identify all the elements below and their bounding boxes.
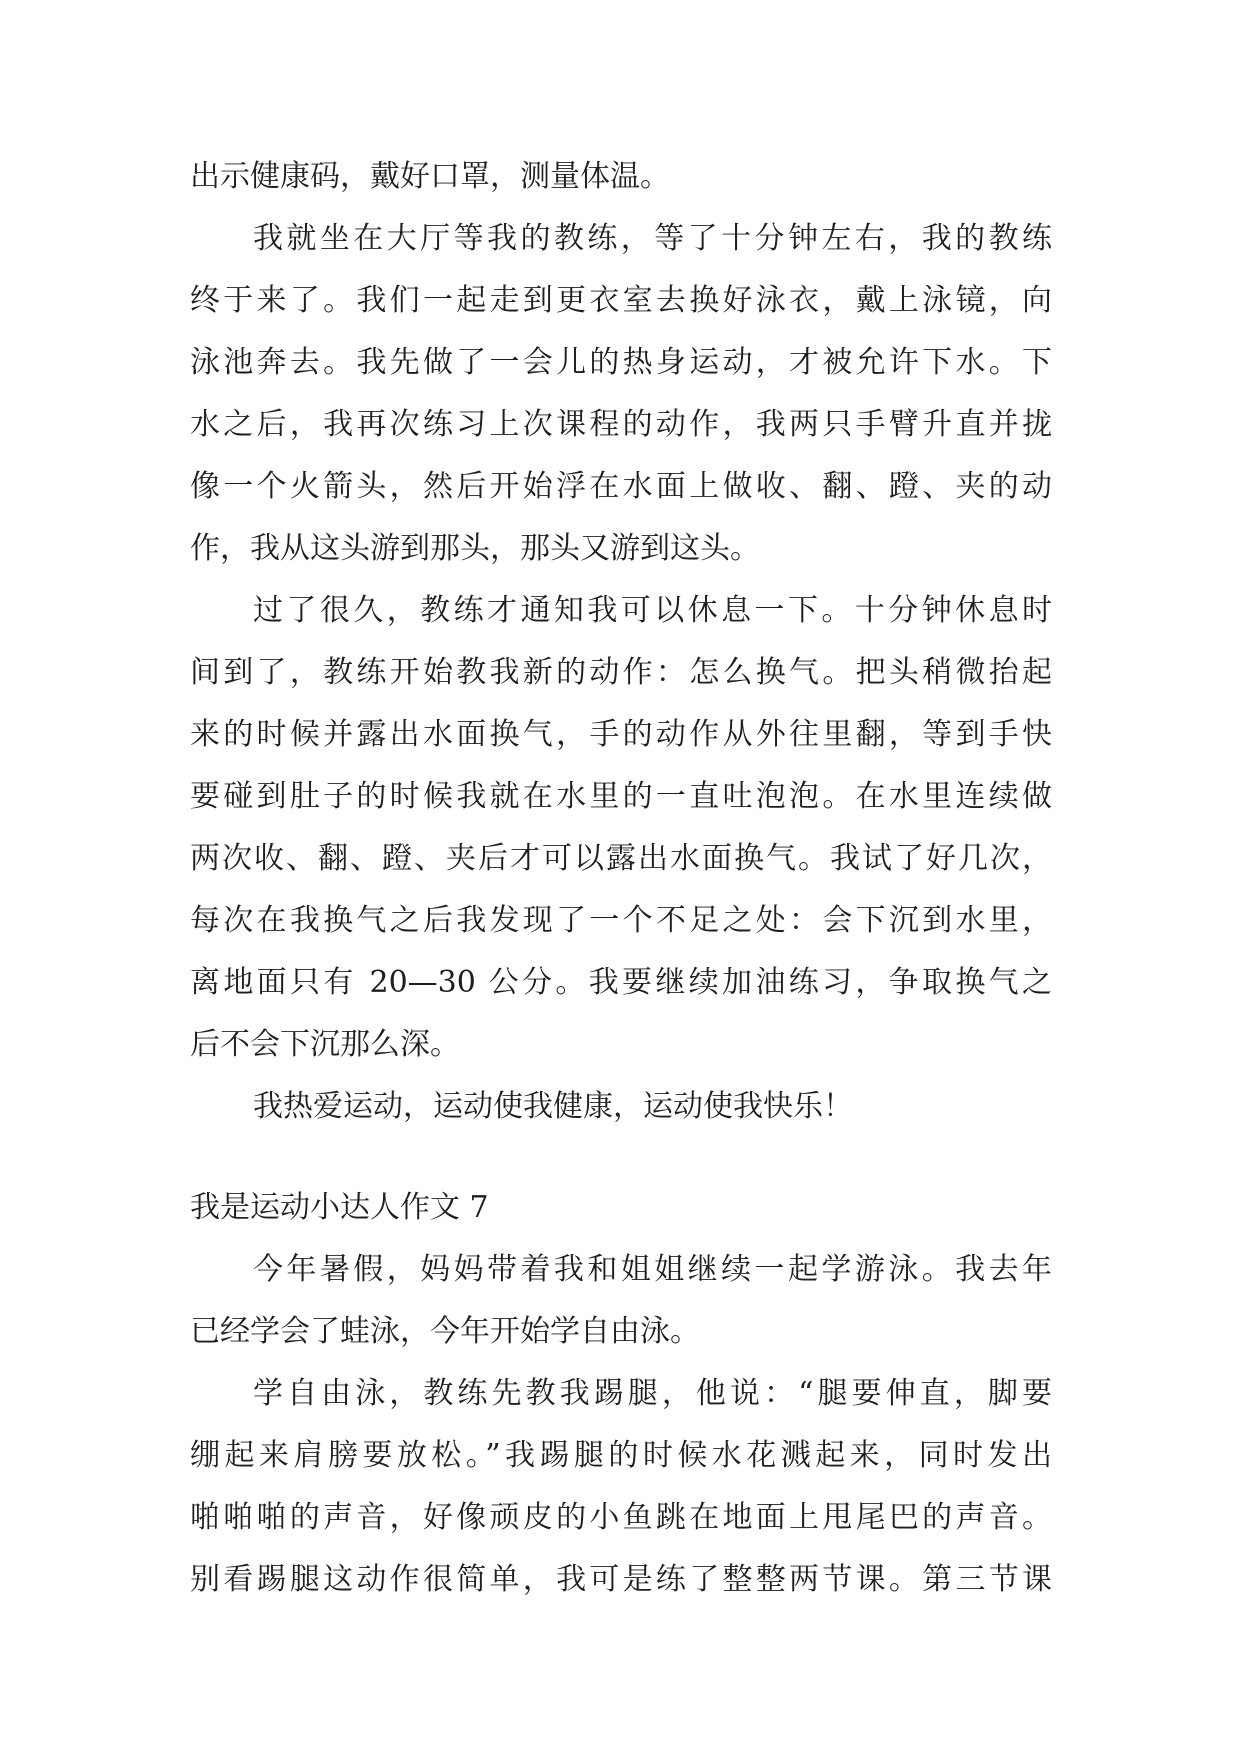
text-line: 后不会下沉那么深。 bbox=[190, 1027, 460, 1062]
text-line: 别看踢腿这动作很简单，我可是练了整整两节课。第三节课 bbox=[190, 1562, 1052, 1597]
text-line: 终于来了。我们一起走到更衣室去换好泳衣，戴上泳镜，向 bbox=[190, 283, 1052, 318]
text-line: 我就坐在大厅等我的教练，等了十分钟左右，我的教练 bbox=[253, 221, 1052, 256]
text-line: 我热爱运动，运动使我健康，运动使我快乐！ bbox=[253, 1089, 853, 1124]
text-line: 已经学会了蛙泳，今年开始学自由泳。 bbox=[190, 1314, 700, 1349]
section-title: 我是运动小达人作文 7 bbox=[190, 1190, 489, 1225]
text-line: 泳池奔去。我先做了一会儿的热身运动，才被允许下水。下 bbox=[190, 345, 1052, 380]
text-line: 间到了，教练开始教我新的动作：怎么换气。把头稍微抬起 bbox=[190, 655, 1052, 690]
text-line: 水之后，我再次练习上次课程的动作，我两只手臂升直并拢 bbox=[190, 407, 1052, 442]
text-line: 啪啪啪的声音，好像顽皮的小鱼跳在地面上甩尾巴的声音。 bbox=[190, 1500, 1052, 1535]
text-line: 要碰到肚子的时候我就在水里的一直吐泡泡。在水里连续做 bbox=[190, 779, 1052, 814]
text-line: 作，我从这头游到那头，那头又游到这头。 bbox=[190, 531, 760, 566]
text-line: 每次在我换气之后我发现了一个不足之处：会下沉到水里， bbox=[190, 903, 1052, 938]
text-line: 今年暑假，妈妈带着我和姐姐继续一起学游泳。我去年 bbox=[253, 1252, 1052, 1287]
text-line: 学自由泳，教练先教我踢腿，他说：“腿要伸直，脚要 bbox=[253, 1376, 1052, 1411]
text-line: 两次收、翻、蹬、夹后才可以露出水面换气。我试了好几次， bbox=[190, 841, 1052, 876]
text-line: 过了很久，教练才通知我可以休息一下。十分钟休息时 bbox=[253, 593, 1052, 628]
text-line: 像一个火箭头，然后开始浮在水面上做收、翻、蹬、夹的动 bbox=[190, 469, 1052, 504]
text-line: 离地面只有 20—30 公分。我要继续加油练习，争取换气之 bbox=[190, 965, 1052, 1000]
text-line: 出示健康码，戴好口罩，测量体温。 bbox=[190, 159, 670, 194]
text-line: 来的时候并露出水面换气，手的动作从外往里翻，等到手快 bbox=[190, 717, 1052, 752]
text-line: 绷起来肩膀要放松。”我踢腿的时候水花溅起来，同时发出 bbox=[190, 1438, 1052, 1473]
